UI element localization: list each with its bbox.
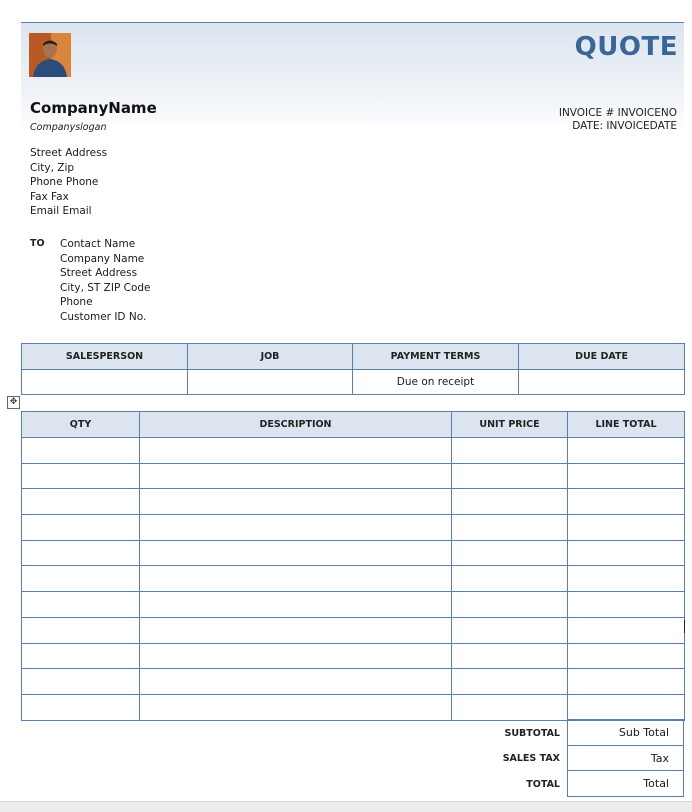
description-cell[interactable] (140, 515, 452, 541)
table-row (22, 540, 685, 566)
text-cursor (684, 620, 685, 633)
sales-tax-label: SALES TAX (502, 753, 560, 764)
qty-cell[interactable] (22, 694, 140, 720)
description-cell[interactable] (140, 643, 452, 669)
person-photo-icon (29, 33, 71, 77)
recipient-phone: Phone (60, 296, 93, 308)
payment-terms-cell[interactable]: Due on receipt (353, 370, 519, 395)
page-bottom-edge (0, 801, 692, 812)
sender-address (30, 146, 107, 219)
due-date-cell[interactable] (519, 370, 685, 395)
recipient-contact-name: Contact Name (60, 238, 136, 250)
subtotal-value[interactable]: Sub Total (568, 720, 684, 746)
line-total-cell[interactable] (568, 694, 685, 720)
description-cell[interactable] (140, 540, 452, 566)
table-row (568, 720, 684, 746)
line-total-cell[interactable] (568, 592, 685, 618)
line-total-cell[interactable] (568, 617, 685, 643)
line-total-cell[interactable] (568, 515, 685, 541)
line-total-cell[interactable] (568, 643, 685, 669)
table-row (22, 694, 685, 720)
table-row (568, 745, 684, 771)
line-total-cell[interactable] (568, 566, 685, 592)
line-total-cell[interactable] (568, 489, 685, 515)
unit-price-cell[interactable] (452, 592, 568, 618)
salesperson-cell[interactable] (22, 370, 188, 395)
header-line-total: LINE TOTAL (568, 412, 685, 438)
qty-cell[interactable] (22, 566, 140, 592)
unit-price-cell[interactable] (452, 438, 568, 464)
header-description: DESCRIPTION (140, 412, 452, 438)
company-photo[interactable] (29, 33, 71, 77)
description-cell[interactable] (140, 669, 452, 695)
line-total-cell[interactable] (568, 438, 685, 464)
recipient-address (60, 237, 151, 324)
qty-cell[interactable] (22, 540, 140, 566)
line-total-cell[interactable] (568, 540, 685, 566)
sender-city-zip: City, Zip (30, 161, 75, 174)
table-row (22, 566, 685, 592)
table-row (22, 515, 685, 541)
table-row (22, 617, 685, 643)
company-name: CompanyName (30, 99, 157, 117)
unit-price-cell[interactable] (452, 617, 568, 643)
description-cell[interactable] (140, 438, 452, 464)
table-row (22, 669, 685, 695)
table-row (22, 463, 685, 489)
to-label: TO (30, 238, 45, 249)
qty-cell[interactable] (22, 489, 140, 515)
total-value[interactable]: Total (568, 771, 684, 797)
table-row (22, 643, 685, 669)
unit-price-cell[interactable] (452, 694, 568, 720)
recipient-city-state-zip: City, ST ZIP Code (60, 281, 151, 294)
line-total-cell[interactable] (568, 669, 685, 695)
totals-table (567, 719, 684, 797)
qty-cell[interactable] (22, 669, 140, 695)
description-cell[interactable] (140, 566, 452, 592)
description-cell[interactable] (140, 592, 452, 618)
description-cell[interactable] (140, 694, 452, 720)
table-row (22, 489, 685, 515)
invoice-number: INVOICE # INVOICENO (558, 107, 677, 119)
document-title: QUOTE (574, 32, 678, 62)
line-total-cell[interactable] (568, 463, 685, 489)
sender-email: Email Email (30, 205, 92, 217)
header-job: JOB (188, 344, 353, 370)
line-items-table (21, 411, 685, 721)
unit-price-cell[interactable] (452, 515, 568, 541)
description-cell[interactable] (140, 617, 452, 643)
unit-price-cell[interactable] (452, 566, 568, 592)
company-slogan: Companyslogan (30, 122, 107, 133)
unit-price-cell[interactable] (452, 489, 568, 515)
header-payment-terms: PAYMENT TERMS (353, 344, 519, 370)
table-row (22, 592, 685, 618)
order-info-table (21, 343, 685, 395)
sender-fax: Fax Fax (30, 190, 69, 203)
table-row (568, 771, 684, 797)
recipient-street: Street Address (60, 267, 138, 279)
subtotal-label: SUBTOTAL (504, 728, 560, 739)
qty-cell[interactable] (22, 515, 140, 541)
description-cell[interactable] (140, 463, 452, 489)
table-header-row (22, 344, 685, 370)
qty-cell[interactable] (22, 463, 140, 489)
job-cell[interactable] (188, 370, 353, 395)
qty-cell[interactable] (22, 438, 140, 464)
unit-price-cell[interactable] (452, 463, 568, 489)
recipient-customer-id: Customer ID No. (60, 310, 147, 323)
table-move-icon[interactable]: ✥ (7, 396, 20, 409)
invoice-meta (559, 107, 677, 133)
header-qty: QTY (22, 412, 140, 438)
sender-phone: Phone Phone (30, 176, 99, 188)
sales-tax-value[interactable]: Tax (568, 745, 684, 771)
table-row (22, 370, 685, 395)
header-unit-price: UNIT PRICE (452, 412, 568, 438)
header-salesperson: SALESPERSON (22, 344, 188, 370)
table-row (22, 438, 685, 464)
unit-price-cell[interactable] (452, 540, 568, 566)
table-header-row (22, 412, 685, 438)
qty-cell[interactable] (22, 592, 140, 618)
unit-price-cell[interactable] (452, 669, 568, 695)
description-cell[interactable] (140, 489, 452, 515)
total-label: TOTAL (526, 779, 560, 790)
qty-cell[interactable] (22, 643, 140, 669)
sender-street: Street Address (30, 147, 108, 159)
recipient-company-name: Company Name (60, 252, 145, 265)
qty-cell[interactable] (22, 617, 140, 643)
invoice-date: DATE: INVOICEDATE (572, 120, 677, 132)
header-due-date: DUE DATE (519, 344, 685, 370)
unit-price-cell[interactable] (452, 643, 568, 669)
